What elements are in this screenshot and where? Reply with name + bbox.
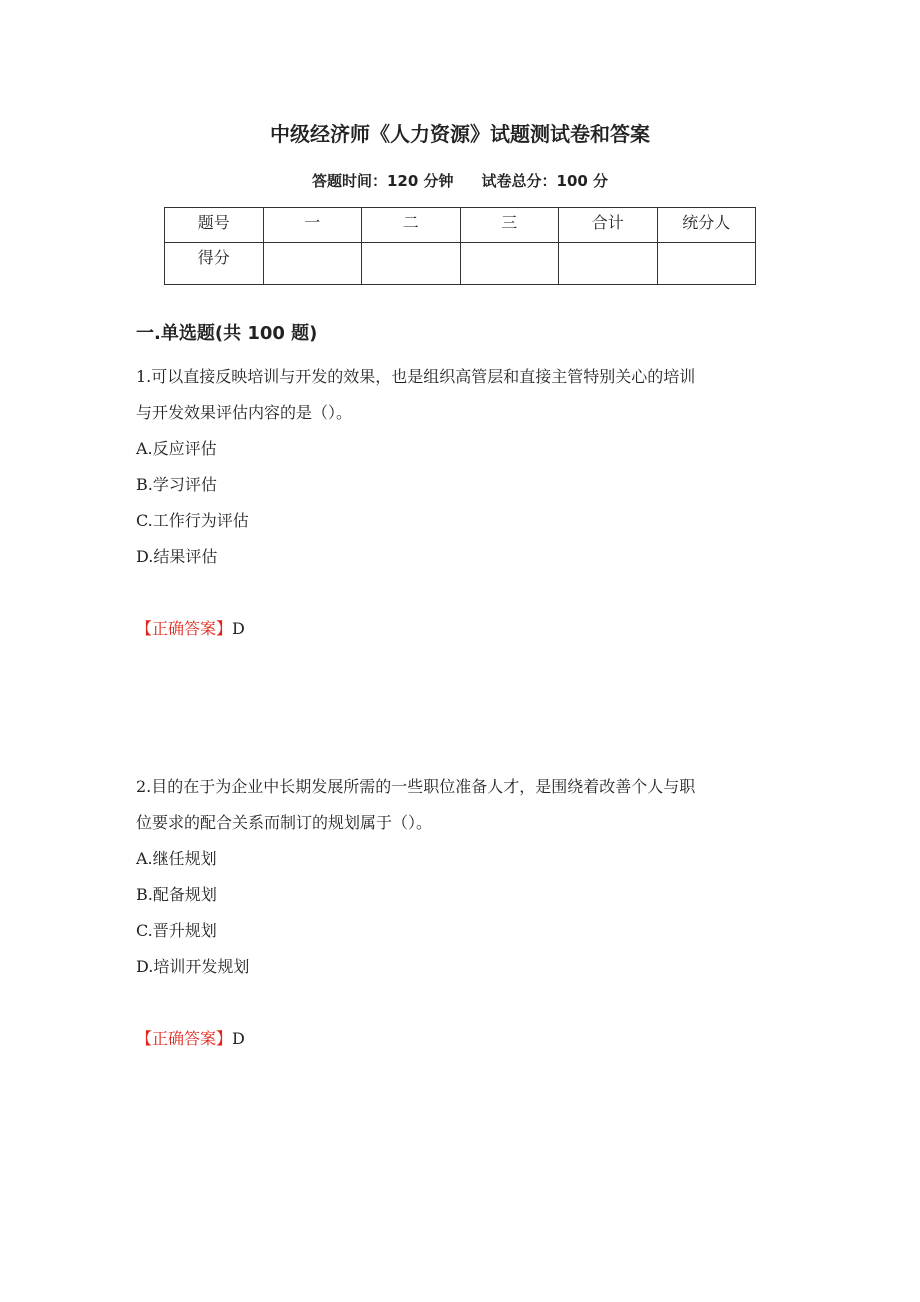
answer-label: 【正确答案】 [136,619,233,638]
answer-value: D [232,619,245,638]
option-b: B.配备规划 [136,885,217,904]
exam-meta [0,170,920,192]
score-table-header-row [165,208,756,243]
score-cell [263,243,362,285]
score-cell [559,243,658,285]
correct-answer [136,611,796,647]
option-d: D.结果评估 [136,547,218,566]
score-cell [362,243,461,285]
question-stem-line: 2.目的在于为企业中长期发展所需的一些职位准备人才，是围绕着改善个人与职 [136,777,696,796]
option-a: A.继任规划 [136,849,217,868]
option-d: D.培训开发规划 [136,957,250,976]
question-stem-line: 与开发效果评估内容的是（）。 [136,403,353,422]
page-title: 中级经济师《人力资源》试题测试卷和答案 [270,122,650,146]
question-stem-line: 位要求的配合关系而制订的规划属于（）。 [136,813,433,832]
score-table-header-cell: 三 [460,208,559,243]
question-1 [136,359,796,647]
score-cell [460,243,559,285]
score-row-label: 得分 [165,243,264,285]
answer-value: D [232,1029,245,1048]
score-table-header-cell: 统分人 [657,208,756,243]
score-table-header-cell: 题号 [165,208,264,243]
option-c: C.晋升规划 [136,921,217,940]
answer-label: 【正确答案】 [136,1029,233,1048]
option-c: C.工作行为评估 [136,511,249,530]
question-stem-line: 1.可以直接反映培训与开发的效果，也是组织高管层和直接主管特别关心的培训 [136,367,696,386]
score-cell [657,243,756,285]
section-heading: 一.单选题(共 100 题) [136,323,318,344]
question-2 [136,769,796,1057]
correct-answer [136,1021,796,1057]
time-limit: 答题时间：120 分钟 [311,172,454,190]
score-table-header-cell: 二 [362,208,461,243]
total-score: 试卷总分：100 分 [481,172,609,190]
option-a: A.反应评估 [136,439,217,458]
score-table-header-cell: 一 [263,208,362,243]
score-table-header-cell: 合计 [559,208,658,243]
score-table [164,207,756,285]
score-table-score-row [165,243,756,285]
option-b: B.学习评估 [136,475,217,494]
